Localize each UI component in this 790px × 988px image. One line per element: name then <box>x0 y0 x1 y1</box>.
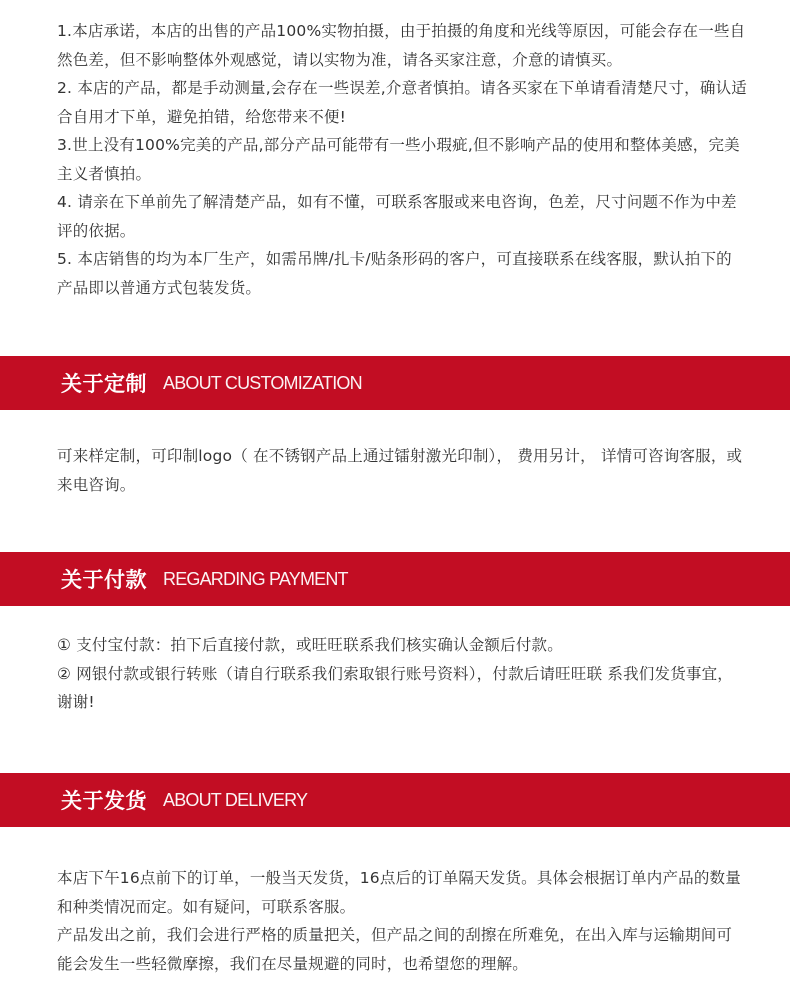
customization-section <box>57 442 747 499</box>
delivery-banner <box>0 773 790 827</box>
payment-item-2: ② 网银付款或银行转账（请自行联系我们索取银行账号资料），付款后请旺旺联 系我们发货事宜，谢谢! <box>57 664 734 711</box>
notice-item-4: 4. 请亲在下单前先了解清楚产品，如有不懂，可联系客服或来电咨询，色差，尺寸问题不作为中差评的依据。 <box>57 193 737 240</box>
delivery-title: 关于发货 <box>61 789 147 813</box>
delivery-item-2: 产品发出之前，我们会进行严格的质量把关，但产品之间的刮擦在所难免，在出入库与运输期间可能会发生一些轻微摩擦，我们在尽量规避的同时，也希望您的理解。 <box>57 926 733 973</box>
payment-banner <box>0 552 790 606</box>
delivery-section <box>57 864 747 978</box>
payment-item-1: ① 支付宝付款：拍下后直接付款，或旺旺联系我们核实确认金额后付款。 <box>57 636 563 654</box>
payment-title-en: REGARDING PAYMENT <box>163 568 348 589</box>
customization-title-en: ABOUT CUSTOMIZATION <box>163 372 362 393</box>
customization-banner <box>0 356 790 410</box>
payment-section <box>57 631 747 717</box>
notice-item-5: 5. 本店销售的均为本厂生产，如需吊牌/扎卡/贴条形码的客户，可直接联系在线客服，默认拍下的产品即以普通方式包装发货。 <box>57 250 732 297</box>
delivery-item-1: 本店下午16点前下的订单，一般当天发货，16点后的订单隔天发货。具体会根据订单内产品的数量和种类情况而定。如有疑问，可联系客服。 <box>57 869 741 916</box>
payment-title: 关于付款 <box>61 568 147 592</box>
delivery-title-en: ABOUT DELIVERY <box>163 789 308 810</box>
notice-section <box>57 17 747 302</box>
notice-item-2: 2. 本店的产品，都是手动测量,会存在一些误差,介意者慎拍。请各买家在下单请看清楚尺寸，确认适合自用才下单，避免拍错，给您带来不便! <box>57 79 747 126</box>
notice-item-1: 1.本店承诺，本店的出售的产品100%实物拍摄，由于拍摄的角度和光线等原因，可能会存在一些自然色差，但不影响整体外观感觉，请以实物为准，请各买家注意，介意的请慎买。 <box>57 22 746 69</box>
customization-title: 关于定制 <box>61 372 147 396</box>
notice-item-3: 3.世上没有100%完美的产品,部分产品可能带有一些小瑕疵,但不影响产品的使用和整体美感，完美主义者慎拍。 <box>57 136 740 183</box>
customization-text: 可来样定制，可印制logo（ 在不锈钢产品上通过镭射激光印制）， 费用另计， 详情可咨询客服，或来电咨询。 <box>57 447 743 494</box>
